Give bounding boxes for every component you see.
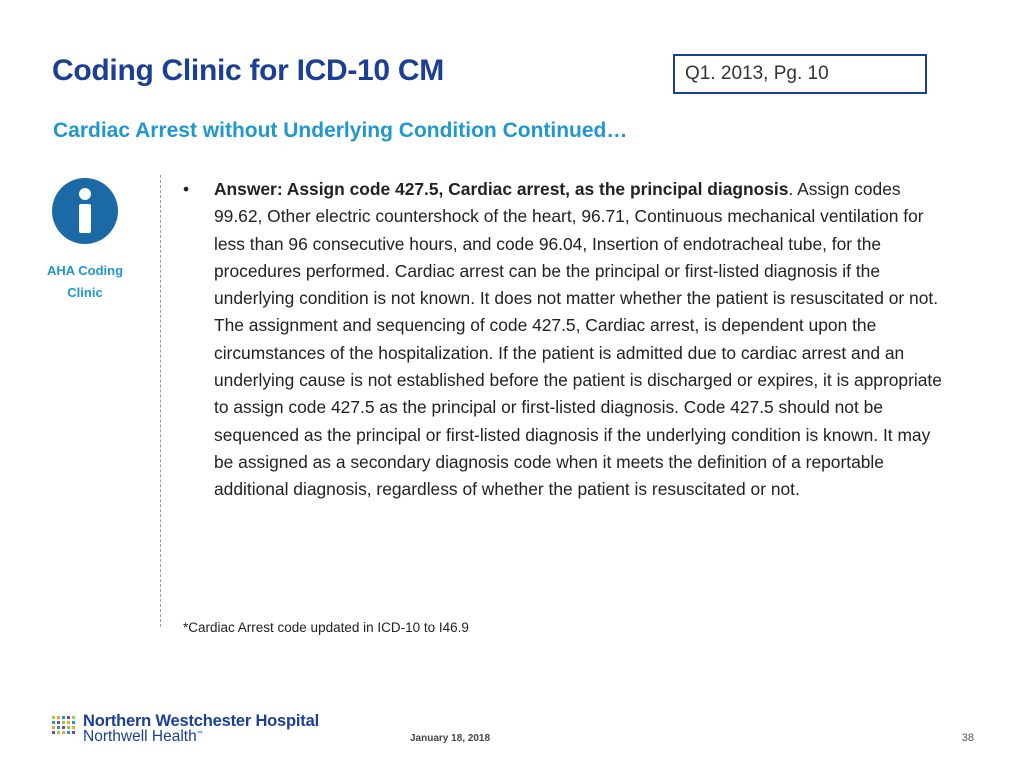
bullet-list: [183, 176, 943, 504]
sidebar-label: AHA Coding Clinic: [46, 263, 124, 300]
answer-body-text: . Assign codes 99.62, Other electric countershock of the heart, 96.71, Continuous mechanical ventilation for less than 96 consecutive hours, and code 96.04, Insertion of endotracheal tube, for the procedures performed. Cardiac arrest can be the principal or first-listed diagnosis if the underlying condition is not known. It does not matter whether the patient is resuscitated or not. The assignment and sequencing of code 427.5, Cardiac arrest, is dependent upon the circumstances of the hospitalization. If the patient is admitted due to cardiac arrest and an underlying cause is not established before the patient is discharged or expires, it is appropriate to assign code 427.5 as the principal or first-listed diagnosis. Code 427.5 should not be sequenced as the principal or first-listed diagnosis if the underlying condition is known. It may be assigned as a secondary diagnosis code when it meets the definition of a reportable additional diagnosis, regardless of whether the patient is resuscitated or not.: [214, 179, 942, 500]
logo-mark-icon: [52, 716, 78, 742]
logo-system-name: [83, 728, 203, 746]
info-icon: [52, 178, 118, 244]
footnote: *Cardiac Arrest code updated in ICD-10 to I46.9: [183, 620, 469, 635]
footer-date: January 18, 2018: [410, 733, 491, 744]
slide-title: Coding Clinic for ICD-10 CM: [52, 54, 444, 87]
vertical-divider: [160, 175, 161, 627]
logo-trademark: ™: [196, 730, 203, 737]
answer-bullet: [183, 176, 943, 504]
reference-box: Q1. 2013, Pg. 10: [673, 54, 927, 94]
slide-subtitle: Cardiac Arrest without Underlying Condition Continued…: [53, 119, 628, 142]
hospital-logo: [52, 712, 342, 746]
logo-hospital-name: Northern Westchester Hospital: [83, 712, 319, 730]
bullet-marker: •: [183, 179, 190, 199]
page-number: 38: [961, 732, 974, 744]
logo-system-text: Northwell Health: [83, 728, 197, 745]
answer-bold-text: Answer: Assign code 427.5, Cardiac arrest, as the principal diagnosis: [214, 179, 789, 199]
